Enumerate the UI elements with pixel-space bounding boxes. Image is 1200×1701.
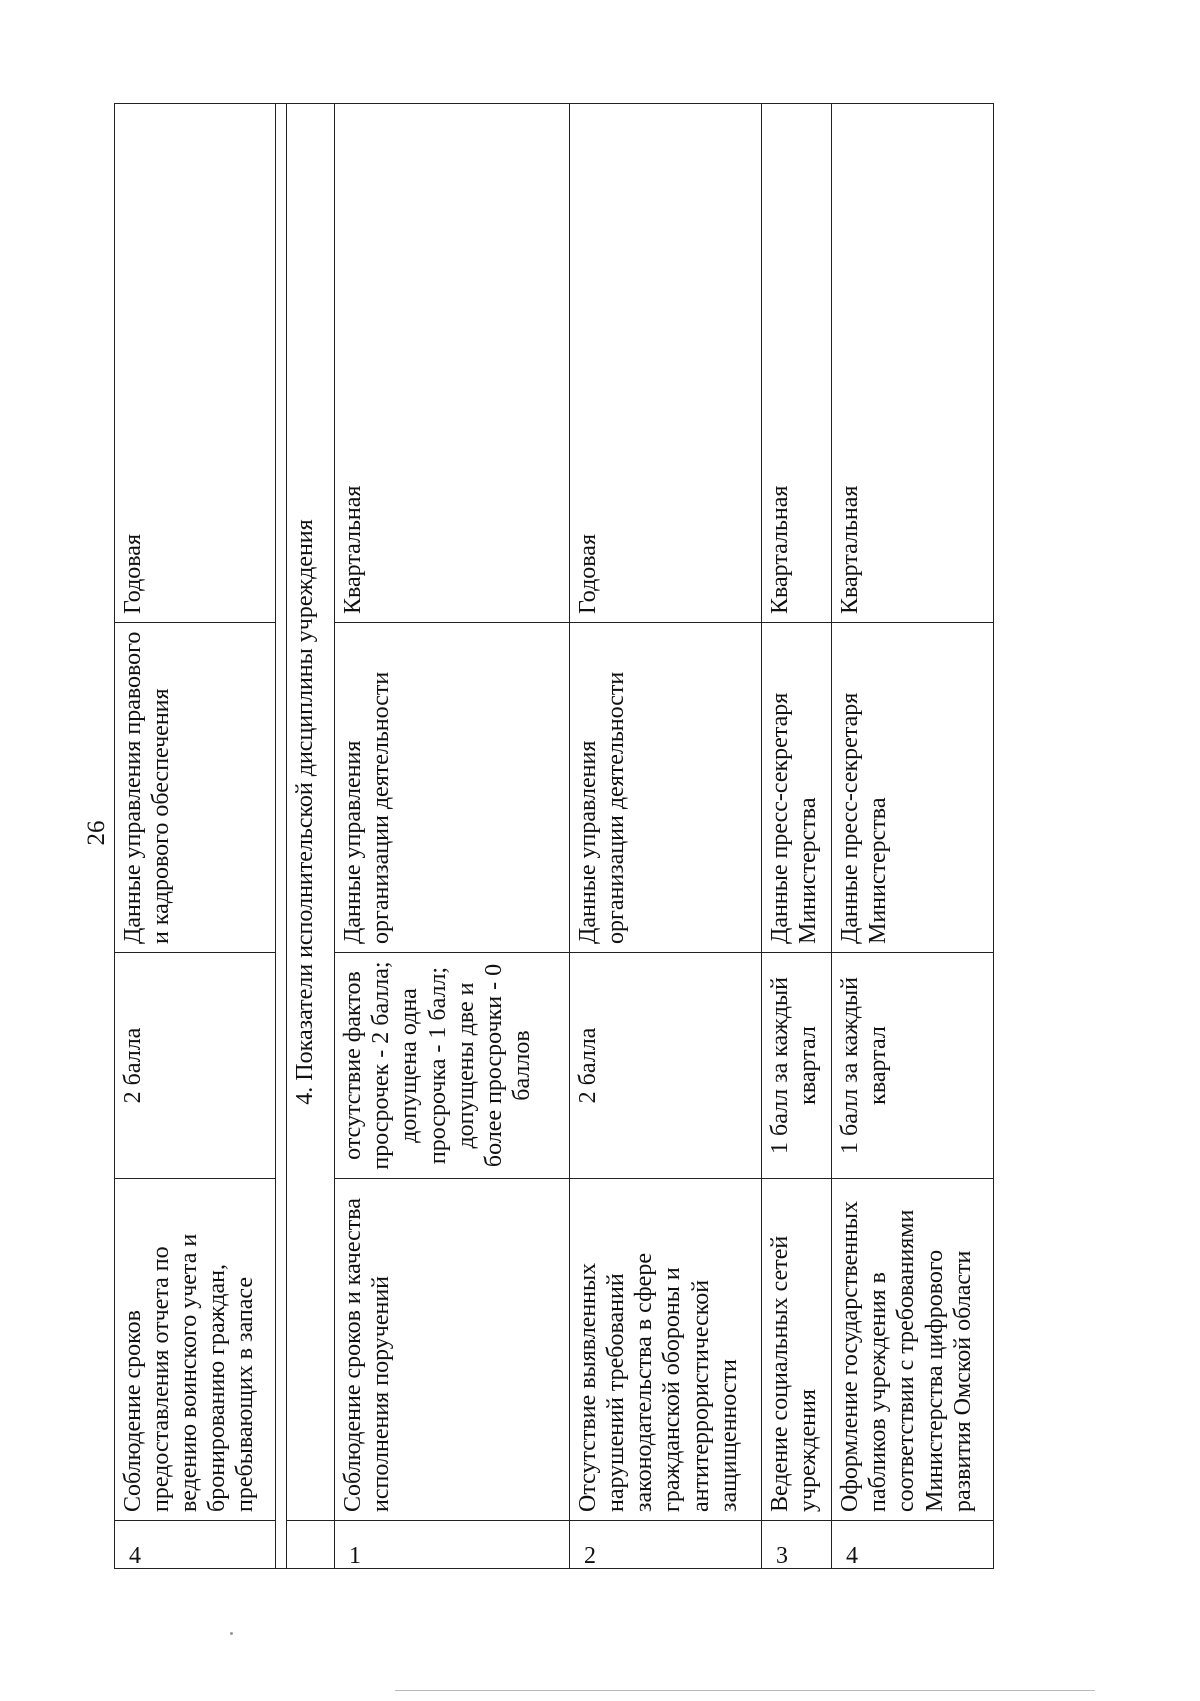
table-row [762,104,832,1569]
period-cell: Квартальная [832,104,994,623]
row-number-cell: 3 [762,1521,832,1569]
spacer-cell [276,104,287,1569]
table-row [335,104,570,1569]
footer-scan-line [395,1690,1095,1691]
section-title: 4. Показатели исполнительской дисциплины учреждения [286,104,335,1521]
spacer-row [276,104,287,1569]
rotated-table-wrapper [114,104,994,1569]
row-number-cell: 4 [115,1521,276,1569]
score-cell: 2 балла [115,953,276,1179]
period-cell: Годовая [115,104,276,623]
period-cell: Квартальная [335,104,570,623]
indicators-table [114,103,994,1569]
period-cell: Годовая [570,104,762,623]
indicator-cell: Соблюдение сроков предоставления отчета по ведению воинского учета и бронированию граждан, пребывающих в запасе [115,1179,276,1521]
row-number-cell: 1 [335,1521,570,1569]
source-cell: Данные пресс-секретаря Министерства [832,623,994,953]
period-cell: Квартальная [762,104,832,623]
score-cell: 1 балл за каждый квартал [832,953,994,1179]
section-header-row [286,104,335,1569]
score-cell: отсутствие фактов просрочек - 2 балла; допущена одна просрочка - 1 балл; допущены две и более просрочки - 0 баллов [335,953,570,1179]
source-cell: Данные управления организации деятельности [570,623,762,953]
table-row [115,104,276,1569]
table-row [570,104,762,1569]
indicator-cell: Ведение социальных сетей учреждения [762,1179,832,1521]
row-number-cell: 4 [832,1521,994,1569]
score-cell: 1 балл за каждый квартал [762,953,832,1179]
scan-dot [230,1632,233,1635]
row-number-cell: 2 [570,1521,762,1569]
page-number: 26 [83,820,110,846]
source-cell: Данные управления организации деятельности [335,623,570,953]
score-cell: 2 балла [570,953,762,1179]
table-row [832,104,994,1569]
indicator-cell: Отсутствие выявленных нарушений требований законодательства в сфере гражданской обороны и антитеррористической защищенности [570,1179,762,1521]
source-cell: Данные управления правового и кадрового обеспечения [115,623,276,953]
section-header-left-cell [286,1521,335,1569]
source-cell: Данные пресс-секретаря Министерства [762,623,832,953]
indicator-cell: Соблюдение сроков и качества исполнения поручений [335,1179,570,1521]
indicator-cell: Оформление государственных пабликов учреждения в соответствии с требованиями Министерства цифрового развития Омской области [832,1179,994,1521]
